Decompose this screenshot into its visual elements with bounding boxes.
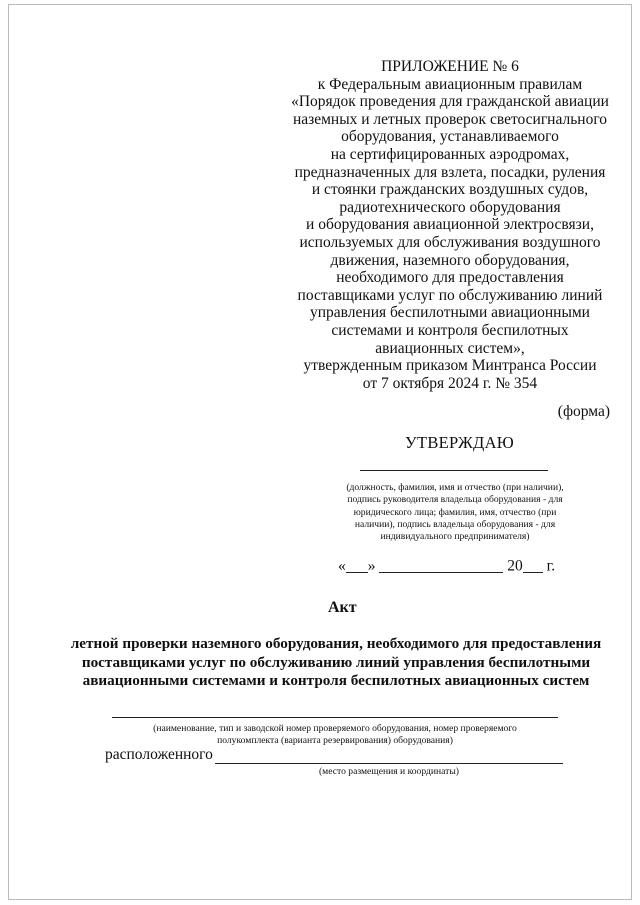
day-blank: [346, 556, 368, 573]
month-blank: [379, 556, 503, 573]
appendix-line: утвержденным приказом Минтранса России: [303, 357, 597, 375]
appendix-line: поставщиками услуг по обслуживанию линий: [297, 286, 603, 304]
appendix-header: [290, 58, 610, 392]
approver-caption-line: наличии), подпись владельца оборудования - для: [354, 518, 556, 530]
appendix-line: и стоянки гражданских воздушных судов,: [311, 181, 589, 199]
appendix-line: на сертифицированных аэродромах,: [330, 145, 570, 163]
year-suffix: г.: [546, 557, 556, 575]
place-line: [215, 763, 563, 764]
appendix-line: радиотехнического оборудования: [339, 198, 561, 216]
appendix-line: движения, наземного оборудования,: [330, 251, 570, 269]
appendix-line: к Федеральным авиационным правилам: [317, 75, 583, 93]
appendix-line: оборудования, устанавливаемого: [341, 128, 559, 146]
appendix-line: используемых для обслуживания воздушного: [299, 233, 601, 251]
approve-title: УТВЕРЖДАЮ: [405, 433, 515, 452]
appendix-line: и оборудования авиационной электросвязи,: [306, 216, 594, 234]
approval-date: [338, 556, 555, 576]
appendix-line: авиационных систем»,: [375, 339, 525, 357]
approver-caption-line: индивидуального предпринимателя): [380, 531, 530, 543]
equipment-caption-line: полукомплекта (варианта резервирования) оборудования): [217, 735, 453, 747]
approver-caption: [326, 482, 584, 543]
act-subject-line: поставщиками услуг по обслуживанию линий управления беспилотными: [81, 653, 591, 671]
approver-caption-line: (должность, фамилия, имя и отчество (при наличии),: [346, 482, 564, 493]
date-close-quote: »: [367, 557, 376, 575]
appendix-line: наземных и летных проверок светосигнального: [292, 110, 608, 128]
equipment-line: [112, 717, 558, 718]
year-prefix: 20: [507, 557, 523, 575]
appendix-line: от 7 октября 2024 г. № 354: [362, 374, 538, 392]
equipment-caption: [110, 723, 560, 748]
equipment-caption-line: (наименование, тип и заводской номер проверяемого оборудования, номер проверяемого: [153, 723, 517, 734]
appendix-line: ПРИЛОЖЕНИЕ № 6: [381, 58, 519, 75]
date-open-quote: «: [338, 557, 346, 575]
place-caption: (место размещения и координаты): [318, 766, 459, 777]
act-title: Акт: [328, 599, 357, 616]
act-subject: [40, 635, 632, 691]
form-label: (форма): [557, 403, 610, 420]
year-blank: [523, 556, 543, 573]
appendix-line: управления беспилотными авиационными: [310, 304, 590, 322]
approver-caption-line: подпись руководителя владельца оборудования - для: [347, 494, 563, 506]
appendix-line: предназначенных для взлета, посадки, руления: [294, 163, 606, 181]
act-subject-line: летной проверки наземного оборудования, необходимого для предоставления: [70, 635, 602, 652]
located-label: расположенного: [105, 746, 213, 763]
appendix-line: необходимого для предоставления: [336, 269, 564, 287]
appendix-line: «Порядок проведения для гражданской авиации: [291, 93, 609, 111]
approver-signature-line: [360, 470, 548, 471]
approver-caption-line: юридического лица; фамилия, имя, отчество (при: [353, 506, 557, 518]
act-subject-line: авиационными системами и контроля беспилотных авиационных систем: [82, 672, 590, 689]
appendix-line: системами и контроля беспилотных: [331, 321, 569, 339]
